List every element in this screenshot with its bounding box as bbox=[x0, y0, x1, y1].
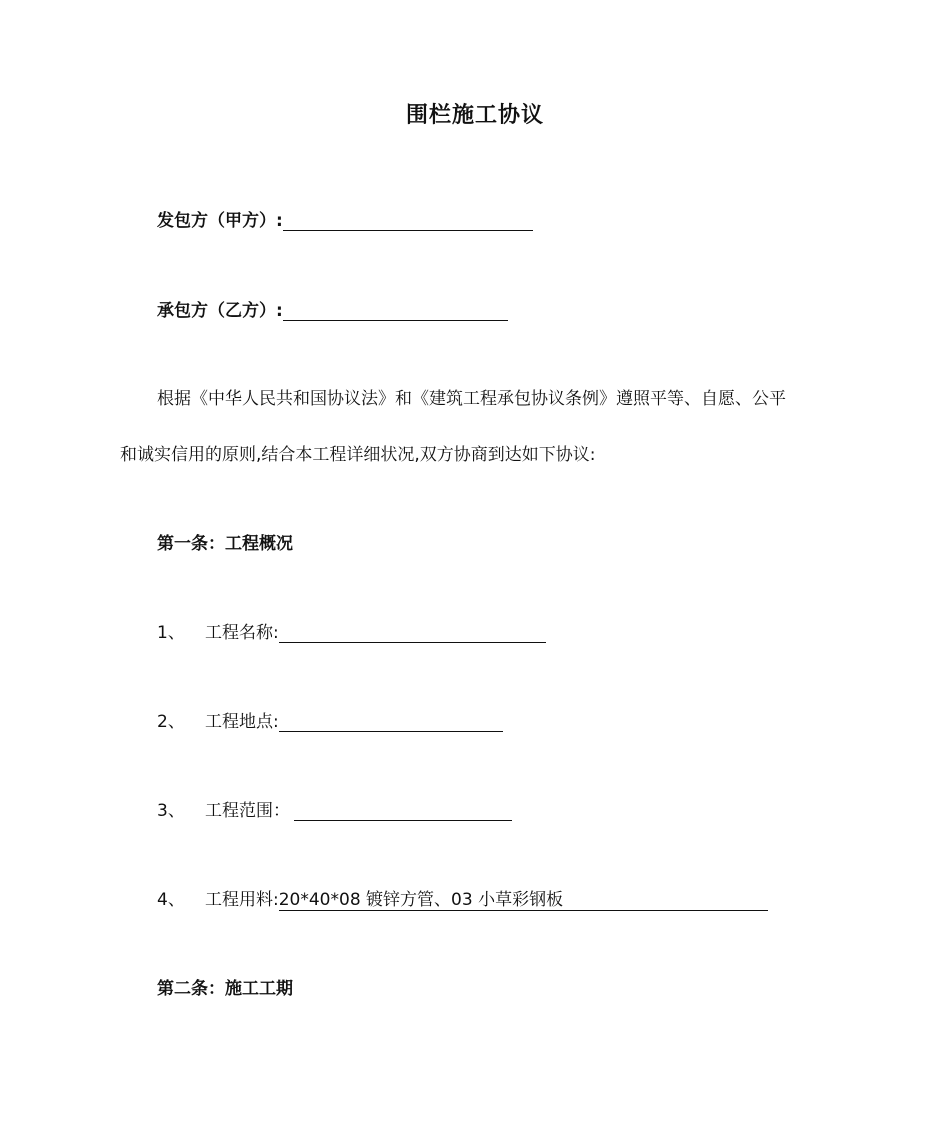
item-number: 2、 bbox=[157, 712, 185, 732]
party-b-blank[interactable] bbox=[283, 300, 508, 321]
party-a-label: 发包方（甲方）: bbox=[157, 211, 283, 231]
materials-value: 20*40*08 镀锌方管、03 小草彩钢板 bbox=[279, 885, 563, 911]
party-a-line bbox=[157, 206, 533, 231]
intro-paragraph-line1: 根据《中华人民共和国协议法》和《建筑工程承包协议条例》遵照平等、自愿、公平 bbox=[157, 389, 786, 409]
project-scope-blank[interactable] bbox=[294, 800, 512, 821]
party-b-line bbox=[157, 296, 508, 321]
materials-blank[interactable] bbox=[563, 890, 768, 911]
intro-paragraph-line2: 和诚实信用的原则,结合本工程详细状况,双方协商到达如下协议: bbox=[120, 445, 596, 465]
party-a-blank[interactable] bbox=[283, 210, 533, 231]
item-number: 1、 bbox=[157, 623, 185, 643]
item-label: 工程范围： bbox=[205, 801, 290, 821]
list-item bbox=[157, 885, 768, 911]
list-item bbox=[157, 618, 546, 643]
item-label: 工程地点: bbox=[205, 712, 279, 732]
article1-heading: 第一条：工程概况 bbox=[157, 534, 293, 554]
party-b-label: 承包方（乙方）: bbox=[157, 301, 283, 321]
article2-heading: 第二条：施工工期 bbox=[157, 979, 293, 999]
item-label: 工程用料: bbox=[205, 890, 279, 910]
project-name-blank[interactable] bbox=[279, 622, 546, 643]
item-number: 3、 bbox=[157, 801, 185, 821]
document-title: 围栏施工协议 bbox=[405, 103, 544, 128]
item-label: 工程名称: bbox=[205, 623, 279, 643]
project-location-blank[interactable] bbox=[279, 711, 503, 732]
item-number: 4、 bbox=[157, 890, 185, 910]
list-item bbox=[157, 707, 503, 732]
list-item bbox=[157, 796, 512, 821]
